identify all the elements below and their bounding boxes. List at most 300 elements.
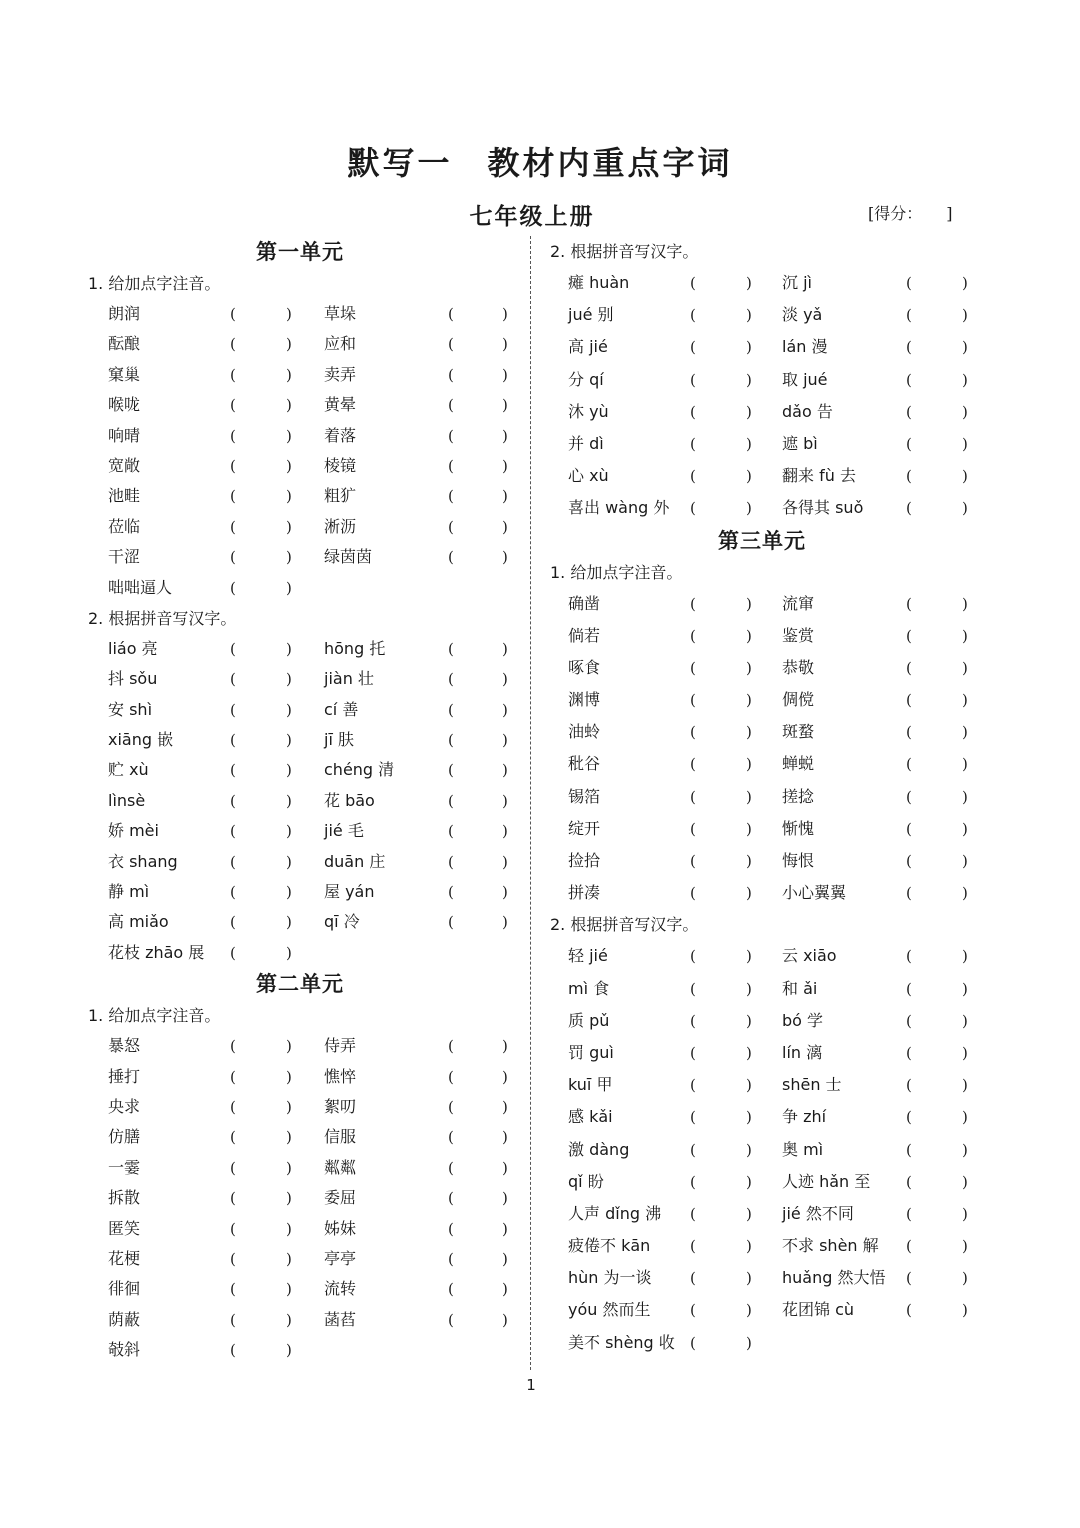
answer-blank-open: ( xyxy=(906,979,912,998)
answer-blank-close: ) xyxy=(962,658,968,677)
answer-blank-open: ( xyxy=(448,548,454,567)
exercise-row xyxy=(550,652,990,684)
exercise-word: dǎo 告 xyxy=(782,401,833,421)
exercise-word: 捶打 xyxy=(108,1066,141,1086)
exercise-row xyxy=(88,329,528,359)
answer-blank-close: ) xyxy=(962,691,968,710)
page-number: 1 xyxy=(526,1376,536,1394)
answer-blank-open: ( xyxy=(906,787,912,806)
question-heading: 2. 根据拼音写汉字。 xyxy=(88,608,237,628)
answer-blank-open: ( xyxy=(690,819,696,838)
question-heading: 1. 给加点字注音。 xyxy=(88,1006,221,1026)
answer-blank-open: ( xyxy=(448,883,454,902)
answer-blank-close: ) xyxy=(746,1301,752,1320)
exercise-row xyxy=(88,1092,528,1122)
exercise-word: 朗润 xyxy=(108,304,141,323)
answer-blank-open: ( xyxy=(690,1011,696,1030)
answer-blank-close: ) xyxy=(502,822,508,841)
answer-blank-close: ) xyxy=(502,883,508,902)
exercise-word: jié 毛 xyxy=(324,821,364,841)
exercise-row xyxy=(550,813,990,845)
answer-blank-open: ( xyxy=(906,1043,912,1062)
answer-blank-close: ) xyxy=(502,456,508,475)
answer-blank-close: ) xyxy=(286,396,292,415)
answer-blank-open: ( xyxy=(230,670,236,689)
answer-blank-close: ) xyxy=(746,1076,752,1095)
exercise-word: 菡萏 xyxy=(324,1309,357,1329)
exercise-word: 窠巢 xyxy=(108,364,141,384)
exercise-word: 啄食 xyxy=(568,657,601,677)
left-column xyxy=(88,236,528,1366)
answer-blank-open: ( xyxy=(690,434,696,453)
exercise-word: 高 jié xyxy=(568,337,608,357)
answer-blank-open: ( xyxy=(690,370,696,389)
exercise-word: 和 ǎi xyxy=(782,978,818,998)
answer-blank-open: ( xyxy=(230,1158,236,1177)
answer-blank-open: ( xyxy=(906,1204,912,1223)
exercise-row xyxy=(88,1274,528,1304)
exercise-row xyxy=(88,573,528,603)
unit-heading: 第三单元 xyxy=(718,528,806,553)
exercise-row xyxy=(550,1327,990,1359)
exercise-row xyxy=(88,877,528,907)
exercise-word: 感 kǎi xyxy=(568,1107,613,1127)
answer-blank-open: ( xyxy=(230,548,236,567)
answer-blank-open: ( xyxy=(230,1097,236,1116)
exercise-word: 委屈 xyxy=(324,1188,357,1208)
answer-blank-close: ) xyxy=(962,979,968,998)
answer-blank-close: ) xyxy=(962,1076,968,1095)
exercise-word: 翻来 fù 去 xyxy=(782,466,856,486)
answer-blank-close: ) xyxy=(746,658,752,677)
answer-blank-close: ) xyxy=(962,594,968,613)
answer-blank-open: ( xyxy=(906,499,912,518)
exercise-word: 人声 dǐng 沸 xyxy=(568,1203,662,1223)
answer-blank-close: ) xyxy=(962,819,968,838)
exercise-word: 悔恨 xyxy=(782,851,815,870)
answer-blank-close: ) xyxy=(746,370,752,389)
answer-blank-close: ) xyxy=(962,1108,968,1127)
exercise-word: jiàn 壮 xyxy=(324,669,374,689)
answer-blank-open: ( xyxy=(448,913,454,932)
exercise-word: 莅临 xyxy=(108,516,141,536)
exercise-row xyxy=(550,1198,990,1230)
answer-blank-close: ) xyxy=(962,402,968,421)
exercise-row xyxy=(550,1166,990,1198)
exercise-row xyxy=(550,588,990,620)
exercise-row xyxy=(88,938,528,968)
answer-blank-close: ) xyxy=(286,578,292,597)
exercise-row xyxy=(88,634,528,664)
exercise-word: 搓捻 xyxy=(782,786,815,806)
exercise-word: 油蛉 xyxy=(568,722,601,742)
answer-blank-open: ( xyxy=(690,1076,696,1095)
exercise-row xyxy=(88,451,528,481)
exercise-word: qī 冷 xyxy=(324,912,360,932)
exercise-row xyxy=(88,1031,528,1061)
exercise-row xyxy=(88,847,528,877)
exercise-word: 并 dì xyxy=(568,433,604,453)
exercise-word: 徘徊 xyxy=(108,1279,141,1299)
exercise-word: 绿茵茵 xyxy=(324,547,373,567)
answer-blank-open: ( xyxy=(448,1128,454,1147)
exercise-word: 匿笑 xyxy=(108,1218,141,1238)
answer-blank-open: ( xyxy=(448,365,454,384)
page-title: 默写一 教材内重点字词 xyxy=(347,144,733,182)
exercise-row xyxy=(88,390,528,420)
exercise-row xyxy=(88,1244,528,1274)
exercise-word: 疲倦不 kān xyxy=(568,1236,651,1256)
answer-blank-open: ( xyxy=(230,1341,236,1360)
answer-blank-open: ( xyxy=(906,306,912,325)
answer-blank-close: ) xyxy=(502,396,508,415)
answer-blank-open: ( xyxy=(230,487,236,506)
exercise-row xyxy=(550,267,990,299)
answer-blank-open: ( xyxy=(230,1067,236,1086)
exercise-word: 粼粼 xyxy=(324,1157,357,1177)
exercise-row xyxy=(550,716,990,748)
answer-blank-close: ) xyxy=(746,306,752,325)
exercise-word: lán 漫 xyxy=(782,337,828,357)
answer-blank-close: ) xyxy=(962,1043,968,1062)
answer-blank-close: ) xyxy=(962,1140,968,1159)
answer-blank-close: ) xyxy=(502,1249,508,1268)
answer-blank-close: ) xyxy=(502,700,508,719)
exercise-word: 花梗 xyxy=(108,1248,141,1268)
exercise-word: 黄晕 xyxy=(324,395,357,415)
exercise-word: cí 善 xyxy=(324,699,359,719)
answer-blank-open: ( xyxy=(230,1219,236,1238)
exercise-word: 池畦 xyxy=(108,486,141,506)
answer-blank-open: ( xyxy=(448,305,454,323)
exercise-row xyxy=(550,1134,990,1166)
answer-blank-open: ( xyxy=(690,884,696,903)
answer-blank-close: ) xyxy=(502,670,508,689)
exercise-word: 憔悴 xyxy=(324,1066,357,1086)
unit-heading: 第二单元 xyxy=(256,972,344,997)
answer-blank-close: ) xyxy=(502,639,508,658)
question-heading: 1. 给加点字注音。 xyxy=(550,562,683,582)
answer-blank-close: ) xyxy=(746,1237,752,1256)
exercise-word: 絮叨 xyxy=(324,1096,357,1116)
answer-blank-open: ( xyxy=(448,822,454,841)
answer-blank-close: ) xyxy=(286,365,292,384)
answer-blank-open: ( xyxy=(448,1189,454,1208)
exercise-word: 倘若 xyxy=(568,625,601,645)
exercise-word: 鉴赏 xyxy=(782,625,815,645)
exercise-row xyxy=(88,1062,528,1092)
answer-blank-open: ( xyxy=(230,639,236,658)
exercise-row xyxy=(88,1153,528,1183)
answer-blank-close: ) xyxy=(286,517,292,536)
answer-blank-close: ) xyxy=(962,1011,968,1030)
exercise-row xyxy=(550,1037,990,1069)
exercise-row xyxy=(550,460,990,492)
answer-blank-open: ( xyxy=(690,338,696,357)
answer-blank-close: ) xyxy=(962,1269,968,1288)
answer-blank-open: ( xyxy=(906,852,912,870)
exercise-word: lìnsè xyxy=(108,790,146,810)
answer-blank-open: ( xyxy=(690,1237,696,1256)
exercise-row xyxy=(550,428,990,460)
exercise-word: 绽开 xyxy=(568,818,601,838)
exercise-row xyxy=(550,1069,990,1101)
exercise-row xyxy=(550,364,990,396)
answer-blank-close: ) xyxy=(962,338,968,357)
exercise-word: 各得其 suǒ xyxy=(782,498,864,518)
question-heading: 2. 根据拼音写汉字。 xyxy=(550,915,699,935)
answer-blank-open: ( xyxy=(230,1310,236,1329)
answer-blank-close: ) xyxy=(286,426,292,445)
exercise-word: 确凿 xyxy=(568,593,601,613)
answer-blank-open: ( xyxy=(230,578,236,597)
answer-blank-close: ) xyxy=(746,434,752,453)
exercise-row xyxy=(550,845,990,877)
exercise-word: 锡箔 xyxy=(568,786,601,806)
answer-blank-close: ) xyxy=(746,1011,752,1030)
answer-blank-open: ( xyxy=(448,335,454,354)
exercise-word: 人迹 hǎn 至 xyxy=(782,1171,871,1191)
answer-blank-close: ) xyxy=(746,499,752,518)
exercise-word: 应和 xyxy=(324,334,357,354)
answer-blank-close: ) xyxy=(286,1158,292,1177)
answer-blank-close: ) xyxy=(502,487,508,506)
exercise-word: chéng 清 xyxy=(324,760,395,780)
exercise-row xyxy=(550,973,990,1005)
answer-blank-open: ( xyxy=(448,1310,454,1329)
answer-blank-open: ( xyxy=(448,517,454,536)
exercise-row xyxy=(88,421,528,451)
answer-blank-open: ( xyxy=(230,1280,236,1299)
answer-blank-open: ( xyxy=(906,819,912,838)
answer-blank-close: ) xyxy=(746,274,752,292)
answer-blank-close: ) xyxy=(962,755,968,774)
exercise-word: bó 学 xyxy=(782,1010,824,1030)
right-column xyxy=(550,236,990,1359)
answer-blank-open: ( xyxy=(448,761,454,780)
answer-blank-open: ( xyxy=(230,791,236,810)
exercise-word: 屋 yán xyxy=(324,882,375,902)
exercise-word: 流转 xyxy=(324,1279,357,1299)
answer-blank-open: ( xyxy=(906,1172,912,1191)
exercise-word: 抖 sǒu xyxy=(108,669,158,689)
answer-blank-open: ( xyxy=(230,852,236,871)
answer-blank-open: ( xyxy=(906,1301,912,1320)
exercise-row xyxy=(550,940,990,972)
answer-blank-close: ) xyxy=(502,731,508,750)
exercise-word: 一霎 xyxy=(108,1157,141,1177)
exercise-word: 淡 yǎ xyxy=(782,305,823,325)
exercise-word: 轻 jié xyxy=(568,946,608,966)
exercise-word: qǐ 盼 xyxy=(568,1171,604,1191)
exercise-word: 荫蔽 xyxy=(108,1309,141,1329)
exercise-word: 信服 xyxy=(324,1127,357,1147)
exercise-word: 心 xù xyxy=(568,466,609,486)
exercise-word: 喜出 wàng 外 xyxy=(568,498,670,518)
score-box: [得分： ] xyxy=(868,204,953,223)
exercise-row xyxy=(88,725,528,755)
answer-blank-close: ) xyxy=(502,1158,508,1177)
answer-blank-close: ) xyxy=(286,670,292,689)
answer-blank-open: ( xyxy=(906,658,912,677)
answer-blank-open: ( xyxy=(690,1333,696,1352)
exercise-row xyxy=(550,877,990,909)
exercise-word: mì 食 xyxy=(568,978,610,998)
exercise-word: hùn 为一谈 xyxy=(568,1268,652,1288)
exercise-row xyxy=(88,1122,528,1152)
answer-blank-open: ( xyxy=(448,456,454,475)
answer-blank-open: ( xyxy=(906,338,912,357)
answer-blank-close: ) xyxy=(286,791,292,810)
answer-blank-close: ) xyxy=(962,884,968,903)
exercise-row xyxy=(88,481,528,511)
answer-blank-close: ) xyxy=(746,787,752,806)
exercise-word: 粗犷 xyxy=(324,486,357,506)
exercise-word: 棱镜 xyxy=(324,455,357,475)
answer-blank-open: ( xyxy=(230,456,236,475)
answer-blank-close: ) xyxy=(962,1172,968,1191)
answer-blank-close: ) xyxy=(286,883,292,902)
exercise-word: 咄咄逼人 xyxy=(108,577,173,597)
exercise-word: 花 bāo xyxy=(324,790,375,810)
answer-blank-open: ( xyxy=(230,700,236,719)
exercise-row xyxy=(550,684,990,716)
answer-blank-close: ) xyxy=(746,852,752,870)
answer-blank-open: ( xyxy=(906,402,912,421)
answer-blank-close: ) xyxy=(746,1333,752,1352)
exercise-word: 草垛 xyxy=(324,304,357,323)
answer-blank-open: ( xyxy=(906,755,912,774)
question-heading: 2. 根据拼音写汉字。 xyxy=(550,242,699,261)
answer-blank-open: ( xyxy=(690,1108,696,1127)
answer-blank-open: ( xyxy=(690,626,696,645)
exercise-word: 暴怒 xyxy=(108,1036,141,1056)
exercise-word: 遮 bì xyxy=(782,433,818,453)
answer-blank-close: ) xyxy=(962,370,968,389)
answer-blank-open: ( xyxy=(690,306,696,325)
answer-blank-close: ) xyxy=(286,731,292,750)
answer-blank-close: ) xyxy=(502,1097,508,1116)
answer-blank-open: ( xyxy=(230,1249,236,1268)
column-divider xyxy=(530,236,531,1370)
answer-blank-open: ( xyxy=(906,1011,912,1030)
answer-blank-close: ) xyxy=(962,1301,968,1320)
answer-blank-close: ) xyxy=(502,305,508,323)
answer-blank-close: ) xyxy=(502,1310,508,1329)
answer-blank-close: ) xyxy=(286,913,292,932)
exercise-row xyxy=(88,360,528,390)
answer-blank-open: ( xyxy=(690,947,696,966)
answer-blank-close: ) xyxy=(286,1067,292,1086)
answer-blank-close: ) xyxy=(502,761,508,780)
answer-blank-open: ( xyxy=(690,658,696,677)
answer-blank-close: ) xyxy=(286,822,292,841)
answer-blank-open: ( xyxy=(690,787,696,806)
exercise-row xyxy=(88,542,528,572)
answer-blank-close: ) xyxy=(746,947,752,966)
answer-blank-open: ( xyxy=(448,791,454,810)
exercise-row xyxy=(550,1294,990,1326)
answer-blank-open: ( xyxy=(230,761,236,780)
exercise-word: 高 miǎo xyxy=(108,912,169,932)
exercise-row xyxy=(88,1335,528,1365)
exercise-row xyxy=(88,299,528,329)
answer-blank-open: ( xyxy=(230,517,236,536)
answer-blank-close: ) xyxy=(502,1189,508,1208)
answer-blank-open: ( xyxy=(690,1140,696,1159)
exercise-word: 贮 xù xyxy=(108,760,149,780)
exercise-word: yóu 然而生 xyxy=(568,1300,651,1320)
answer-blank-close: ) xyxy=(502,913,508,932)
answer-blank-close: ) xyxy=(746,819,752,838)
answer-blank-close: ) xyxy=(962,1204,968,1223)
exercise-word: 罚 guì xyxy=(568,1042,614,1062)
answer-blank-open: ( xyxy=(230,426,236,445)
answer-blank-open: ( xyxy=(230,822,236,841)
answer-blank-close: ) xyxy=(286,335,292,354)
answer-blank-open: ( xyxy=(906,691,912,710)
answer-blank-close: ) xyxy=(962,467,968,486)
exercise-word: 蝉蜕 xyxy=(782,754,815,774)
answer-blank-open: ( xyxy=(448,1158,454,1177)
answer-blank-open: ( xyxy=(230,305,236,323)
exercise-word: 安 shì xyxy=(108,699,153,719)
answer-blank-open: ( xyxy=(690,755,696,774)
exercise-word: 小心翼翼 xyxy=(782,883,847,903)
exercise-word: xiāng 嵌 xyxy=(108,730,174,750)
exercise-word: jué 别 xyxy=(568,305,614,325)
answer-blank-close: ) xyxy=(286,487,292,506)
answer-blank-open: ( xyxy=(906,434,912,453)
exercise-row xyxy=(88,1183,528,1213)
answer-blank-open: ( xyxy=(906,1140,912,1159)
answer-blank-close: ) xyxy=(502,548,508,567)
exercise-row xyxy=(550,1005,990,1037)
answer-blank-open: ( xyxy=(906,370,912,389)
answer-blank-close: ) xyxy=(502,335,508,354)
answer-blank-open: ( xyxy=(690,1269,696,1288)
exercise-row xyxy=(88,755,528,785)
answer-blank-close: ) xyxy=(286,1128,292,1147)
answer-blank-open: ( xyxy=(690,467,696,486)
answer-blank-open: ( xyxy=(230,396,236,415)
exercise-word: 分 qí xyxy=(568,369,604,389)
answer-blank-close: ) xyxy=(502,1280,508,1299)
exercise-row xyxy=(88,816,528,846)
answer-blank-open: ( xyxy=(906,274,912,292)
exercise-row xyxy=(88,1305,528,1335)
answer-blank-close: ) xyxy=(502,365,508,384)
answer-blank-open: ( xyxy=(230,1037,236,1056)
answer-blank-open: ( xyxy=(230,943,236,962)
exercise-word: 淅沥 xyxy=(324,516,357,536)
exercise-word: 惭愧 xyxy=(782,818,815,838)
answer-blank-open: ( xyxy=(230,335,236,354)
answer-blank-open: ( xyxy=(448,487,454,506)
exercise-row xyxy=(550,1262,990,1294)
exercise-word: 渊博 xyxy=(568,690,601,710)
exercise-word: 花团锦 cù xyxy=(782,1300,855,1320)
answer-blank-close: ) xyxy=(746,1108,752,1127)
answer-blank-open: ( xyxy=(906,1108,912,1127)
answer-blank-open: ( xyxy=(906,626,912,645)
answer-blank-open: ( xyxy=(448,1067,454,1086)
exercise-word: 恭敬 xyxy=(782,657,815,677)
answer-blank-close: ) xyxy=(286,852,292,871)
exercise-word: 沐 yù xyxy=(568,401,609,421)
answer-blank-open: ( xyxy=(690,1301,696,1320)
answer-blank-open: ( xyxy=(448,1249,454,1268)
